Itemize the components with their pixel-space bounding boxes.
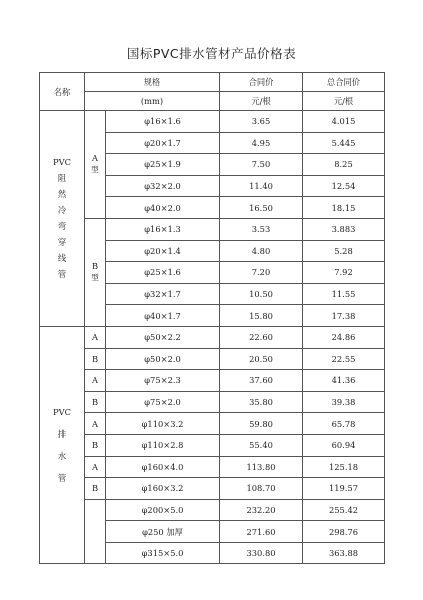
- spec-cell: φ315×5.0: [106, 542, 220, 564]
- group-name-char: 弯: [57, 221, 67, 232]
- type-b-cell: [85, 218, 106, 326]
- type-letter: A: [92, 153, 98, 164]
- total-cell: 65.78: [303, 413, 385, 435]
- price-cell: 22.60: [220, 326, 303, 348]
- spec-cell: φ25×1.9: [106, 154, 220, 176]
- header-spec-unit: (mm): [85, 92, 220, 111]
- spec-cell: φ20×1.7: [106, 132, 220, 154]
- price-cell: 10.50: [220, 283, 303, 305]
- price-cell: 4.80: [220, 240, 303, 262]
- total-cell: 363.88: [303, 542, 385, 564]
- price-cell: 271.60: [220, 521, 303, 543]
- spec-cell: φ20×1.4: [106, 240, 220, 262]
- header-name: 名称: [40, 73, 85, 111]
- table-row: [40, 434, 385, 456]
- price-cell: 113.80: [220, 456, 303, 478]
- price-cell: 7.20: [220, 262, 303, 284]
- price-cell: 3.65: [220, 111, 303, 133]
- spec-cell: φ40×2.0: [106, 197, 220, 219]
- spec-cell: φ32×1.7: [106, 283, 220, 305]
- price-cell: 108.70: [220, 478, 303, 500]
- header-total-unit: 元/根: [303, 92, 385, 111]
- spec-cell: φ50×2.0: [106, 348, 220, 370]
- type-cell: A: [85, 370, 106, 392]
- spec-cell: φ50×2.2: [106, 326, 220, 348]
- price-cell: 7.50: [220, 154, 303, 176]
- table-row: [40, 456, 385, 478]
- total-cell: 17.38: [303, 305, 385, 327]
- table-row: [40, 478, 385, 500]
- spec-cell: φ110×2.8: [106, 434, 220, 456]
- header-spec: 规格: [85, 73, 220, 92]
- price-cell: 37.60: [220, 370, 303, 392]
- group-name-char: 水: [57, 451, 67, 462]
- spec-cell: φ110×3.2: [106, 413, 220, 435]
- total-cell: 39.38: [303, 391, 385, 413]
- table-row: [40, 370, 385, 392]
- type-suffix: 型: [91, 165, 99, 175]
- type-cell: B: [85, 478, 106, 500]
- spec-cell: φ250 加厚: [106, 521, 220, 543]
- total-cell: 8.25: [303, 154, 385, 176]
- total-cell: 125.18: [303, 456, 385, 478]
- spec-cell: φ32×2.0: [106, 175, 220, 197]
- type-suffix: 型: [91, 273, 99, 283]
- table-row: [40, 499, 385, 521]
- table-row: [40, 348, 385, 370]
- spec-cell: φ16×1.3: [106, 218, 220, 240]
- price-cell: 15.80: [220, 305, 303, 327]
- price-cell: 55.40: [220, 434, 303, 456]
- price-cell: 330.80: [220, 542, 303, 564]
- group-name-char: 然: [57, 189, 67, 200]
- total-cell: 3.883: [303, 218, 385, 240]
- price-cell: 11.40: [220, 175, 303, 197]
- spec-cell: φ40×1.7: [106, 305, 220, 327]
- type-a-cell: [85, 111, 106, 219]
- total-cell: 4.015: [303, 111, 385, 133]
- type-cell: B: [85, 348, 106, 370]
- table-row: [40, 413, 385, 435]
- type-cell: A: [85, 413, 106, 435]
- group-name-char: 排: [57, 429, 67, 440]
- price-cell: 232.20: [220, 499, 303, 521]
- page-title: 国标PVC排水管材产品价格表: [126, 46, 297, 61]
- group-name-char: 穿: [57, 237, 67, 248]
- spec-cell: φ160×3.2: [106, 478, 220, 500]
- total-cell: 7.92: [303, 262, 385, 284]
- price-cell: 16.50: [220, 197, 303, 219]
- table-row: [40, 111, 385, 133]
- spec-cell: φ200×5.0: [106, 499, 220, 521]
- type-cell-empty: [85, 499, 106, 564]
- price-cell: 20.50: [220, 348, 303, 370]
- group-name-char: 线: [57, 253, 67, 264]
- header-total: 总合同价: [303, 73, 385, 92]
- type-cell: B: [85, 434, 106, 456]
- group-name-char: 管: [57, 473, 67, 484]
- total-cell: 119.57: [303, 478, 385, 500]
- group-name-char: 阻: [57, 173, 67, 184]
- total-cell: 60.94: [303, 434, 385, 456]
- total-cell: 41.36: [303, 370, 385, 392]
- total-cell: 5.445: [303, 132, 385, 154]
- price-cell: 3.53: [220, 218, 303, 240]
- group-name-char: 冷: [57, 205, 67, 216]
- spec-cell: φ75×2.0: [106, 391, 220, 413]
- total-cell: 12.54: [303, 175, 385, 197]
- price-table: [39, 72, 385, 564]
- total-cell: 5.28: [303, 240, 385, 262]
- type-cell: A: [85, 456, 106, 478]
- spec-cell: φ160×4.0: [106, 456, 220, 478]
- total-cell: 22.55: [303, 348, 385, 370]
- total-cell: 255.42: [303, 499, 385, 521]
- type-letter: B: [91, 261, 99, 272]
- group-name-drain: [40, 326, 85, 564]
- group-name-char: PVC: [53, 407, 71, 418]
- price-cell: 59.80: [220, 413, 303, 435]
- table-row: [40, 326, 385, 348]
- price-cell: 35.80: [220, 391, 303, 413]
- total-cell: 298.76: [303, 521, 385, 543]
- type-cell: B: [85, 391, 106, 413]
- group-name-conduit: [40, 111, 85, 327]
- spec-cell: φ16×1.6: [106, 111, 220, 133]
- table-row: [40, 218, 385, 240]
- header-price: 合同价: [220, 73, 303, 92]
- group-name-char: PVC: [53, 157, 71, 168]
- spec-cell: φ25×1.6: [106, 262, 220, 284]
- table-row: [40, 391, 385, 413]
- total-cell: 11.55: [303, 283, 385, 305]
- price-cell: 4.95: [220, 132, 303, 154]
- group-name-char: 管: [57, 269, 67, 280]
- spec-cell: φ75×2.3: [106, 370, 220, 392]
- total-cell: 18.15: [303, 197, 385, 219]
- total-cell: 24.86: [303, 326, 385, 348]
- header-price-unit: 元/根: [220, 92, 303, 111]
- type-cell: A: [85, 326, 106, 348]
